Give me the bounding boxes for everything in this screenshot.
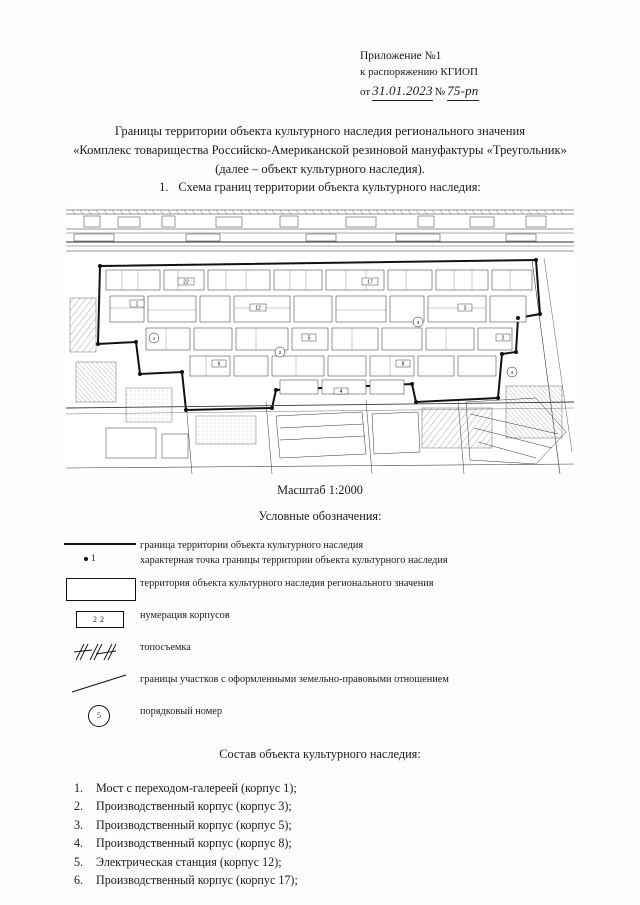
legend-label-territory-area: территория объекта культурного наследия регионального значения — [140, 577, 434, 589]
svg-text:4: 4 — [510, 369, 514, 375]
legend-key-rect — [62, 576, 140, 602]
list-item-index: 6. — [74, 872, 84, 887]
legend-item-building-number — [62, 608, 602, 634]
svg-text:2: 2 — [278, 349, 282, 355]
title-line-2: «Комплекс товарищества Российско-Американской резиновой мануфактуры «Треугольник» — [73, 142, 567, 157]
list-item-label: Производственный корпус (корпус 17); — [96, 872, 298, 887]
list-item-index: 1. — [74, 781, 84, 795]
list-item-index: 3. — [74, 817, 84, 832]
diagonal-line-icon — [68, 672, 130, 696]
list-item-index: 5. — [74, 854, 84, 869]
legend-label-boundary-line: граница территории объекта культурного наследия — [140, 540, 364, 551]
title-line-3: (далее – объект культурного наследия). — [215, 161, 425, 176]
list-item — [74, 779, 574, 797]
section-1-heading — [30, 180, 610, 195]
list-item-label: Производственный корпус (корпус 3); — [96, 799, 292, 814]
list-item-label: Электрическая станция (корпус 12); — [96, 854, 282, 869]
legend-point-number: 1 — [91, 553, 96, 564]
point-dot-icon — [84, 554, 96, 564]
svg-text:3: 3 — [416, 319, 420, 325]
area-rectangle-icon — [66, 578, 136, 601]
svg-text:4: 4 — [339, 389, 343, 395]
legend-key-point — [62, 553, 140, 567]
list-item — [74, 834, 574, 852]
svg-text:5: 5 — [307, 335, 311, 342]
svg-text:6: 6 — [217, 361, 221, 368]
section-1-text: Схема границ территории объекта культурного наследия: — [178, 180, 481, 194]
building-number-icon: 22 — [76, 611, 124, 628]
legend-item-territory-area — [62, 576, 602, 602]
composition-list — [74, 779, 574, 889]
topo-hatch-icon — [72, 640, 128, 664]
legend-item-parcel-boundary — [62, 672, 602, 698]
svg-text:1: 1 — [152, 335, 156, 341]
list-item-index: 2. — [74, 799, 84, 814]
list-item-label: Мост с переходом-галереей (корпус 1); — [96, 781, 297, 795]
legend-label-topo-survey: топосъемка — [140, 641, 191, 653]
solid-line-icon — [64, 543, 136, 545]
svg-text:3: 3 — [463, 305, 467, 312]
legend-item-boundary-line — [62, 538, 602, 553]
list-item-index: 4. — [74, 836, 84, 851]
legend-item-characteristic-point — [62, 553, 602, 568]
svg-text:22: 22 — [183, 279, 189, 286]
header-date-prefix: от — [360, 85, 371, 98]
page-title — [30, 122, 610, 179]
header-date-line — [360, 81, 610, 101]
legend-item-topo-survey — [62, 640, 602, 666]
legend-key-diagonal — [62, 672, 140, 698]
composition-title: Состав объекта культурного наследия: — [219, 747, 421, 761]
header-appendix-line: Приложение №1 — [360, 50, 442, 62]
legend-label-ordinal-number: порядковый номер — [140, 705, 222, 717]
svg-text:17: 17 — [367, 279, 373, 286]
header-number-sign: № — [434, 85, 446, 98]
svg-text:2: 2 — [501, 335, 505, 342]
title-line-1: Границы территории объекта культурного наследия регионального значения — [114, 124, 526, 138]
svg-text:12: 12 — [255, 305, 261, 312]
legend — [62, 538, 602, 736]
dot-glyph — [84, 557, 88, 561]
header-date-value: 31.01.2023 — [372, 82, 433, 102]
circle-number-icon: 5 — [88, 705, 110, 727]
header-order-number: 75-рп — [447, 82, 478, 102]
list-item — [74, 816, 574, 834]
svg-text:8: 8 — [401, 361, 405, 368]
list-item-label: Производственный корпус (корпус 8); — [96, 836, 292, 851]
legend-label-parcel-boundary: границы участков с оформленными земельно-правовыми отношением — [140, 673, 449, 685]
legend-label-characteristic-point: характерная точка границы территории объекта культурного наследия — [140, 554, 448, 566]
legend-key-solid-line — [62, 538, 140, 551]
legend-title: Условные обозначения: — [258, 509, 382, 523]
map-drawing — [66, 202, 574, 474]
list-item — [74, 871, 574, 889]
list-item — [74, 853, 574, 871]
legend-label-building-number: нумерация корпусов — [140, 609, 230, 621]
header-order-line: к распоряжению КГИОП — [360, 65, 478, 78]
legend-item-ordinal-number — [62, 704, 602, 730]
legend-key-number-box — [62, 608, 140, 634]
document-header — [360, 48, 610, 100]
legend-key-circle — [62, 704, 140, 730]
section-1-number: 1. — [159, 180, 169, 194]
territory-boundary-map — [66, 202, 574, 474]
svg-text:1: 1 — [135, 301, 139, 308]
list-item — [74, 797, 574, 815]
map-scale: Масштаб 1:2000 — [277, 483, 363, 497]
legend-key-topo — [62, 640, 140, 666]
list-item-label: Производственный корпус (корпус 5); — [96, 817, 292, 832]
